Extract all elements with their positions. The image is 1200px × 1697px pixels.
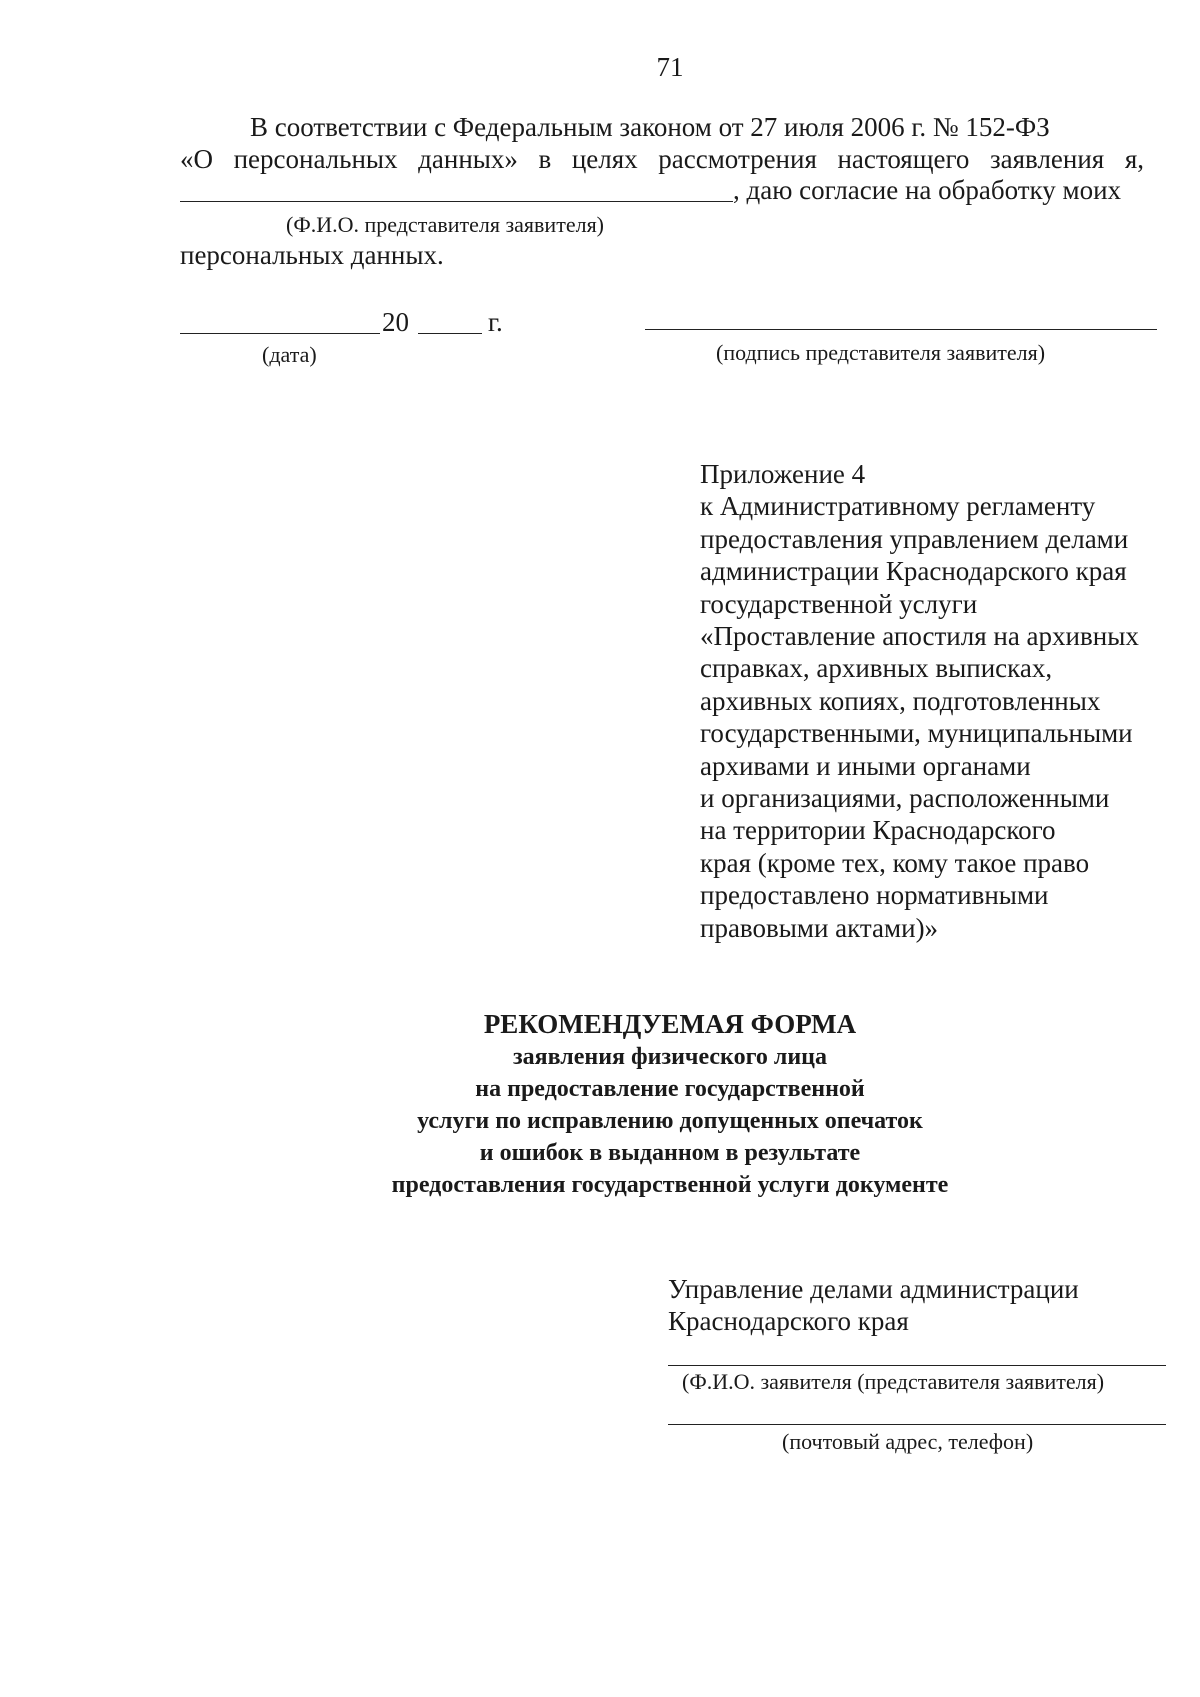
date-year-prefix: 20 xyxy=(382,307,409,337)
appendix-line: на территории Краснодарского xyxy=(700,815,1056,846)
form-heading: РЕКОМЕНДУЕМАЯ ФОРМА xyxy=(483,1009,857,1039)
appendix-line: к Административному регламенту xyxy=(700,491,1096,522)
addressee-line-1: Управление делами администрации xyxy=(668,1274,1079,1304)
date-day-month-underline xyxy=(180,333,380,334)
appendix-line: справках, архивных выписках, xyxy=(700,653,1053,684)
applicant-fio-underline xyxy=(668,1365,1166,1366)
fio-representative-underline xyxy=(180,201,733,202)
appendix-line: предоставлено нормативными xyxy=(700,880,1049,911)
appendix-line: Приложение 4 xyxy=(700,459,866,489)
appendix-line: и организациями, расположенными xyxy=(700,783,1110,814)
appendix-line: края (кроме тех, кому такое право xyxy=(700,847,1090,878)
appendix-line: администрации Краснодарского края xyxy=(700,556,1127,587)
date-caption: (дата) xyxy=(262,342,317,367)
postal-address-underline xyxy=(668,1424,1166,1425)
form-subtitle-line: предоставления государственной услуги документе xyxy=(391,1172,949,1198)
form-subtitle-line: и ошибок в выданном в результате xyxy=(479,1140,861,1166)
postal-address-caption: (почтовый адрес, телефон) xyxy=(782,1429,1034,1454)
appendix-line: правовыми актами)» xyxy=(700,912,939,943)
addressee-block xyxy=(668,1273,1079,1337)
appendix-line: государственными, муниципальными xyxy=(700,718,1133,749)
form-subtitle-line: заявления физического лица xyxy=(512,1044,827,1070)
form-subtitle-line: услуги по исправлению допущенных опечаток xyxy=(417,1108,923,1134)
form-subtitle-line: на предоставление государственной xyxy=(475,1076,865,1102)
consent-line-3-tail: , даю согласие на обработку моих xyxy=(733,175,1122,205)
date-year-underline xyxy=(418,333,482,334)
appendix-line: архивных копиях, подготовленных xyxy=(700,685,1101,716)
fio-representative-caption: (Ф.И.О. представителя заявителя) xyxy=(286,212,605,237)
consent-line-1: В соответствии с Федеральным законом от 27 июля 2006 г. № 152-ФЗ xyxy=(250,112,1050,142)
date-year-suffix: г. xyxy=(488,307,503,337)
signature-underline xyxy=(645,329,1157,330)
consent-line-2: «О персональных данных» в целях рассмотрения настоящего заявления я, xyxy=(180,144,1144,174)
signature-caption: (подпись представителя заявителя) xyxy=(716,340,1046,365)
appendix-line: государственной услуги xyxy=(700,588,978,619)
form-title xyxy=(0,1007,1200,1201)
appendix-line: «Проставление апостиля на архивных xyxy=(700,621,1139,652)
appendix-line: архивами и иными органами xyxy=(700,750,1031,781)
appendix-block xyxy=(700,458,1139,944)
page-number: 71 xyxy=(656,52,684,82)
addressee-line-2: Краснодарского края xyxy=(668,1306,909,1336)
consent-line-4: персональных данных. xyxy=(180,240,444,270)
applicant-fio-caption: (Ф.И.О. заявителя (представителя заявителя) xyxy=(682,1369,1105,1394)
appendix-line: предоставления управлением делами xyxy=(700,523,1129,554)
